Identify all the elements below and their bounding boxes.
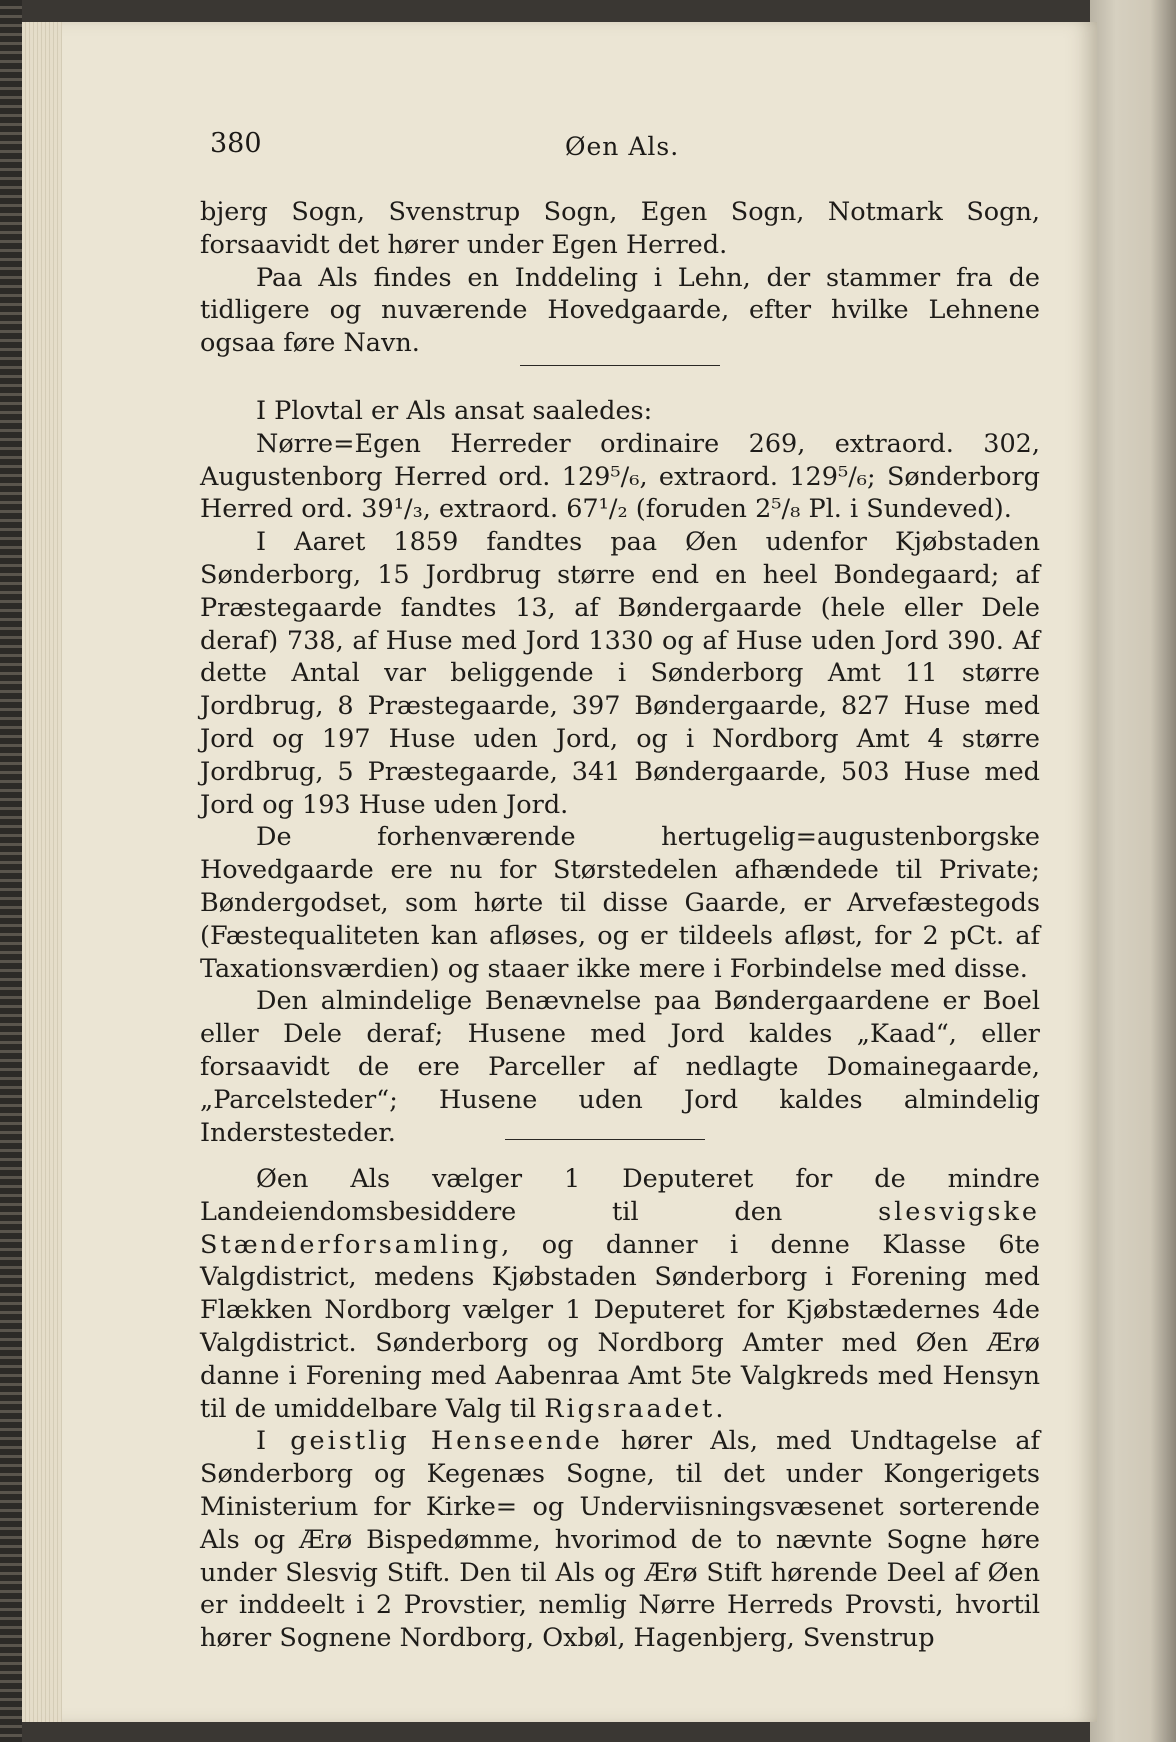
paragraph bbox=[200, 1425, 1040, 1655]
page-stack-edges bbox=[22, 22, 62, 1722]
paragraph: Den almindelige Benævnelse paa Bøndergaardene er Boel eller Dele deraf; Husene med Jord kaldes „Kaad“, eller forsaavidt de ere Parceller af nedlagte Domainegaarde, „Parcelsteder“; Husene uden Jord kaldes almindelig Inderstesteder. bbox=[200, 986, 1040, 1148]
page-number: 380 bbox=[210, 128, 262, 159]
text-section-3 bbox=[200, 1163, 1040, 1655]
book-binding-edge bbox=[0, 0, 22, 1742]
spaced-text: Rigsraadet bbox=[544, 1393, 716, 1424]
page-header bbox=[210, 128, 1030, 168]
paragraph bbox=[200, 1163, 1040, 1425]
text-run: . bbox=[715, 1393, 724, 1424]
facing-page-edge bbox=[1090, 0, 1176, 1742]
spaced-text: slesvigske Stænderforsamling bbox=[200, 1196, 1040, 1260]
paragraph: I Aaret 1859 fandtes paa Øen udenfor Kjøbstaden Sønderborg, 15 Jordbrug større end en heel Bondegaard; af Præstegaarde fandtes 13, af Bøndergaarde (hele eller Dele deraf) 738, af Huse med Jord 1330 og af Huse uden Jord 390. Af dette Antal var beliggende i Sønderborg Amt 11 større Jordbrug, 8 Præstegaarde, 397 Bøndergaarde, 827 Huse med Jord og 197 Huse uden Jord, og i Nordborg Amt 4 større Jordbrug, 5 Præstegaarde, 341 Bøndergaarde, 503 Huse med Jord og 193 Huse uden Jord. bbox=[200, 527, 1040, 820]
paragraph: Paa Als findes en Inddeling i Lehn, der stammer fra de tidligere og nuværende Hovedgaarde, efter hvilke Lehnene ogsaa føre Navn. bbox=[200, 262, 1040, 359]
paragraph: I Plovtal er Als ansat saaledes: bbox=[256, 396, 653, 426]
spaced-text: I geistlig Henseende bbox=[256, 1426, 603, 1457]
text-run: hører Als, med Undtagelse af Sønderborg og Kegenæs Sogne, til det under Kongerigets Ministerium for Kirke= og Underviisningsvæsenet sorterende Als og Ærø Bispedømme, hvorimod de to nævnte Sogne høre under Slesvig Stift. Den til Als og Ærø Stift hørende Deel af Øen er inddeelt i 2 Provstier, nemlig Nørre Herreds Provsti, hvortil hører Sognene Nordborg, Oxbøl, Hagenbjerg, Svenstrup bbox=[200, 1426, 1040, 1654]
text-run: Øen Als vælger 1 Deputeret for de mindre Landeiendomsbesiddere til den bbox=[200, 1164, 1040, 1227]
section-divider bbox=[520, 365, 720, 366]
text-section-2 bbox=[200, 395, 1040, 1149]
text-run: , og danner i denne Klasse 6te Valgdistrict, medens Kjøbstaden Sønderborg i Forening med Flækken Nordborg vælger 1 Deputeret for Kjøbstædernes 4de Valgdistrict. Sønderborg og Nordborg Amter med Øen Ærø danne i Forening med Aabenraa Amt 5te Valgkreds med Hensyn til de umiddelbare Valg til bbox=[200, 1229, 1040, 1424]
paragraph: De forhenværende hertugelig=augustenborgske Hovedgaarde ere nu for Størstedelen afhændede til Private; Bøndergodset, som hørte til disse Gaarde, er Arvefæstegods (Fæstequaliteten kan afløses, og er tildeels afløst, for 2 pCt. af Taxationsværdien) og staaer ikke mere i Forbindelse med disse. bbox=[200, 822, 1040, 984]
paragraph: bjerg Sogn, Svenstrup Sogn, Egen Sogn, Notmark Sogn, forsaavidt det hører under Egen Herred. bbox=[200, 197, 1040, 260]
running-head: Øen Als. bbox=[565, 132, 680, 161]
paragraph: Nørre=Egen Herreder ordinaire 269, extraord. 302, Augustenborg Herred ord. 129⁵/₆, extraord. 129⁵/₆; Sønderborg Herred ord. 39¹/₃, extraord. 67¹/₂ (foruden 2⁵/₈ Pl. i Sundeved). bbox=[200, 428, 1040, 525]
text-section-1 bbox=[200, 196, 1040, 360]
section-divider bbox=[505, 1139, 705, 1140]
